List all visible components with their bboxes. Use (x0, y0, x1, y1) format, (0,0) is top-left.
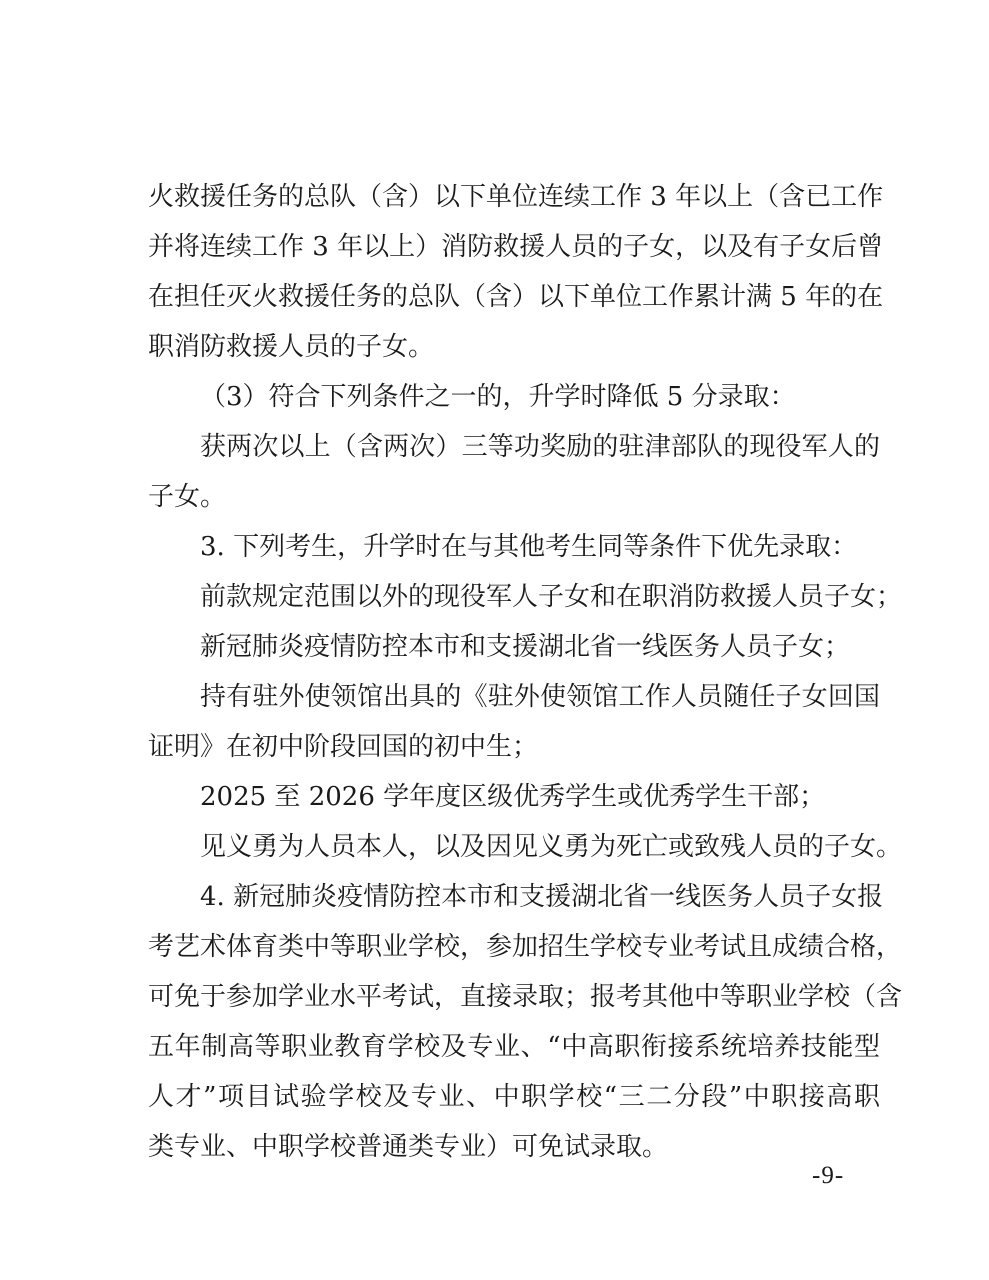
text-line: （3）符合下列条件之一的，升学时降低 5 分录取： (200, 382, 796, 412)
text-line: 见义勇为人员本人，以及因见义勇为死亡或致残人员的子女。 (200, 832, 903, 862)
text-line: 证明》在初中阶段回国的初中生； (148, 732, 539, 762)
text-line: 4. 新冠肺炎疫情防控本市和支援湖北省一线医务人员子女报 (200, 882, 884, 912)
text-line: 职消防救援人员的子女。 (148, 332, 435, 362)
text-line: 并将连续工作 3 年以上）消防救援人员的子女，以及有子女后曾 (148, 232, 884, 262)
text-line: 人才”项目试验学校及专业、中职学校“三二分段”中职接高职 (148, 1082, 880, 1112)
text-line: 类专业、中职学校普通类专业）可免试录取。 (148, 1132, 669, 1162)
text-line: 新冠肺炎疫情防控本市和支援湖北省一线医务人员子女； (200, 632, 851, 662)
text-line: 前款规定范围以外的现役军人子女和在职消防救援人员子女； (200, 582, 903, 612)
document-body (148, 172, 903, 1172)
text-line: 子女。 (148, 482, 227, 512)
text-line: 3. 下列考生，升学时在与其他考生同等条件下优先录取： (200, 532, 858, 562)
text-line: 获两次以上（含两次）三等功奖励的驻津部队的现役军人的 (200, 432, 880, 462)
page-number: -9- (812, 1162, 845, 1189)
text-line: 考艺术体育类中等职业学校，参加招生学校专业考试且成绩合格， (148, 932, 903, 962)
text-line: 火救援任务的总队（含）以下单位连续工作 3 年以上（含已工作 (148, 182, 884, 212)
text-line: 2025 至 2026 学年度区级优秀学生或优秀学生干部； (200, 782, 826, 812)
text-line: 持有驻外使领馆出具的《驻外使领馆工作人员随任子女回国 (200, 682, 880, 712)
text-line: 可免于参加学业水平考试，直接录取；报考其他中等职业学校（含 (148, 982, 903, 1012)
text-line: 五年制高等职业教育学校及专业、“中高职衔接系统培养技能型 (148, 1032, 880, 1062)
text-line: 在担任灭火救援任务的总队（含）以下单位工作累计满 5 年的在 (148, 282, 884, 312)
